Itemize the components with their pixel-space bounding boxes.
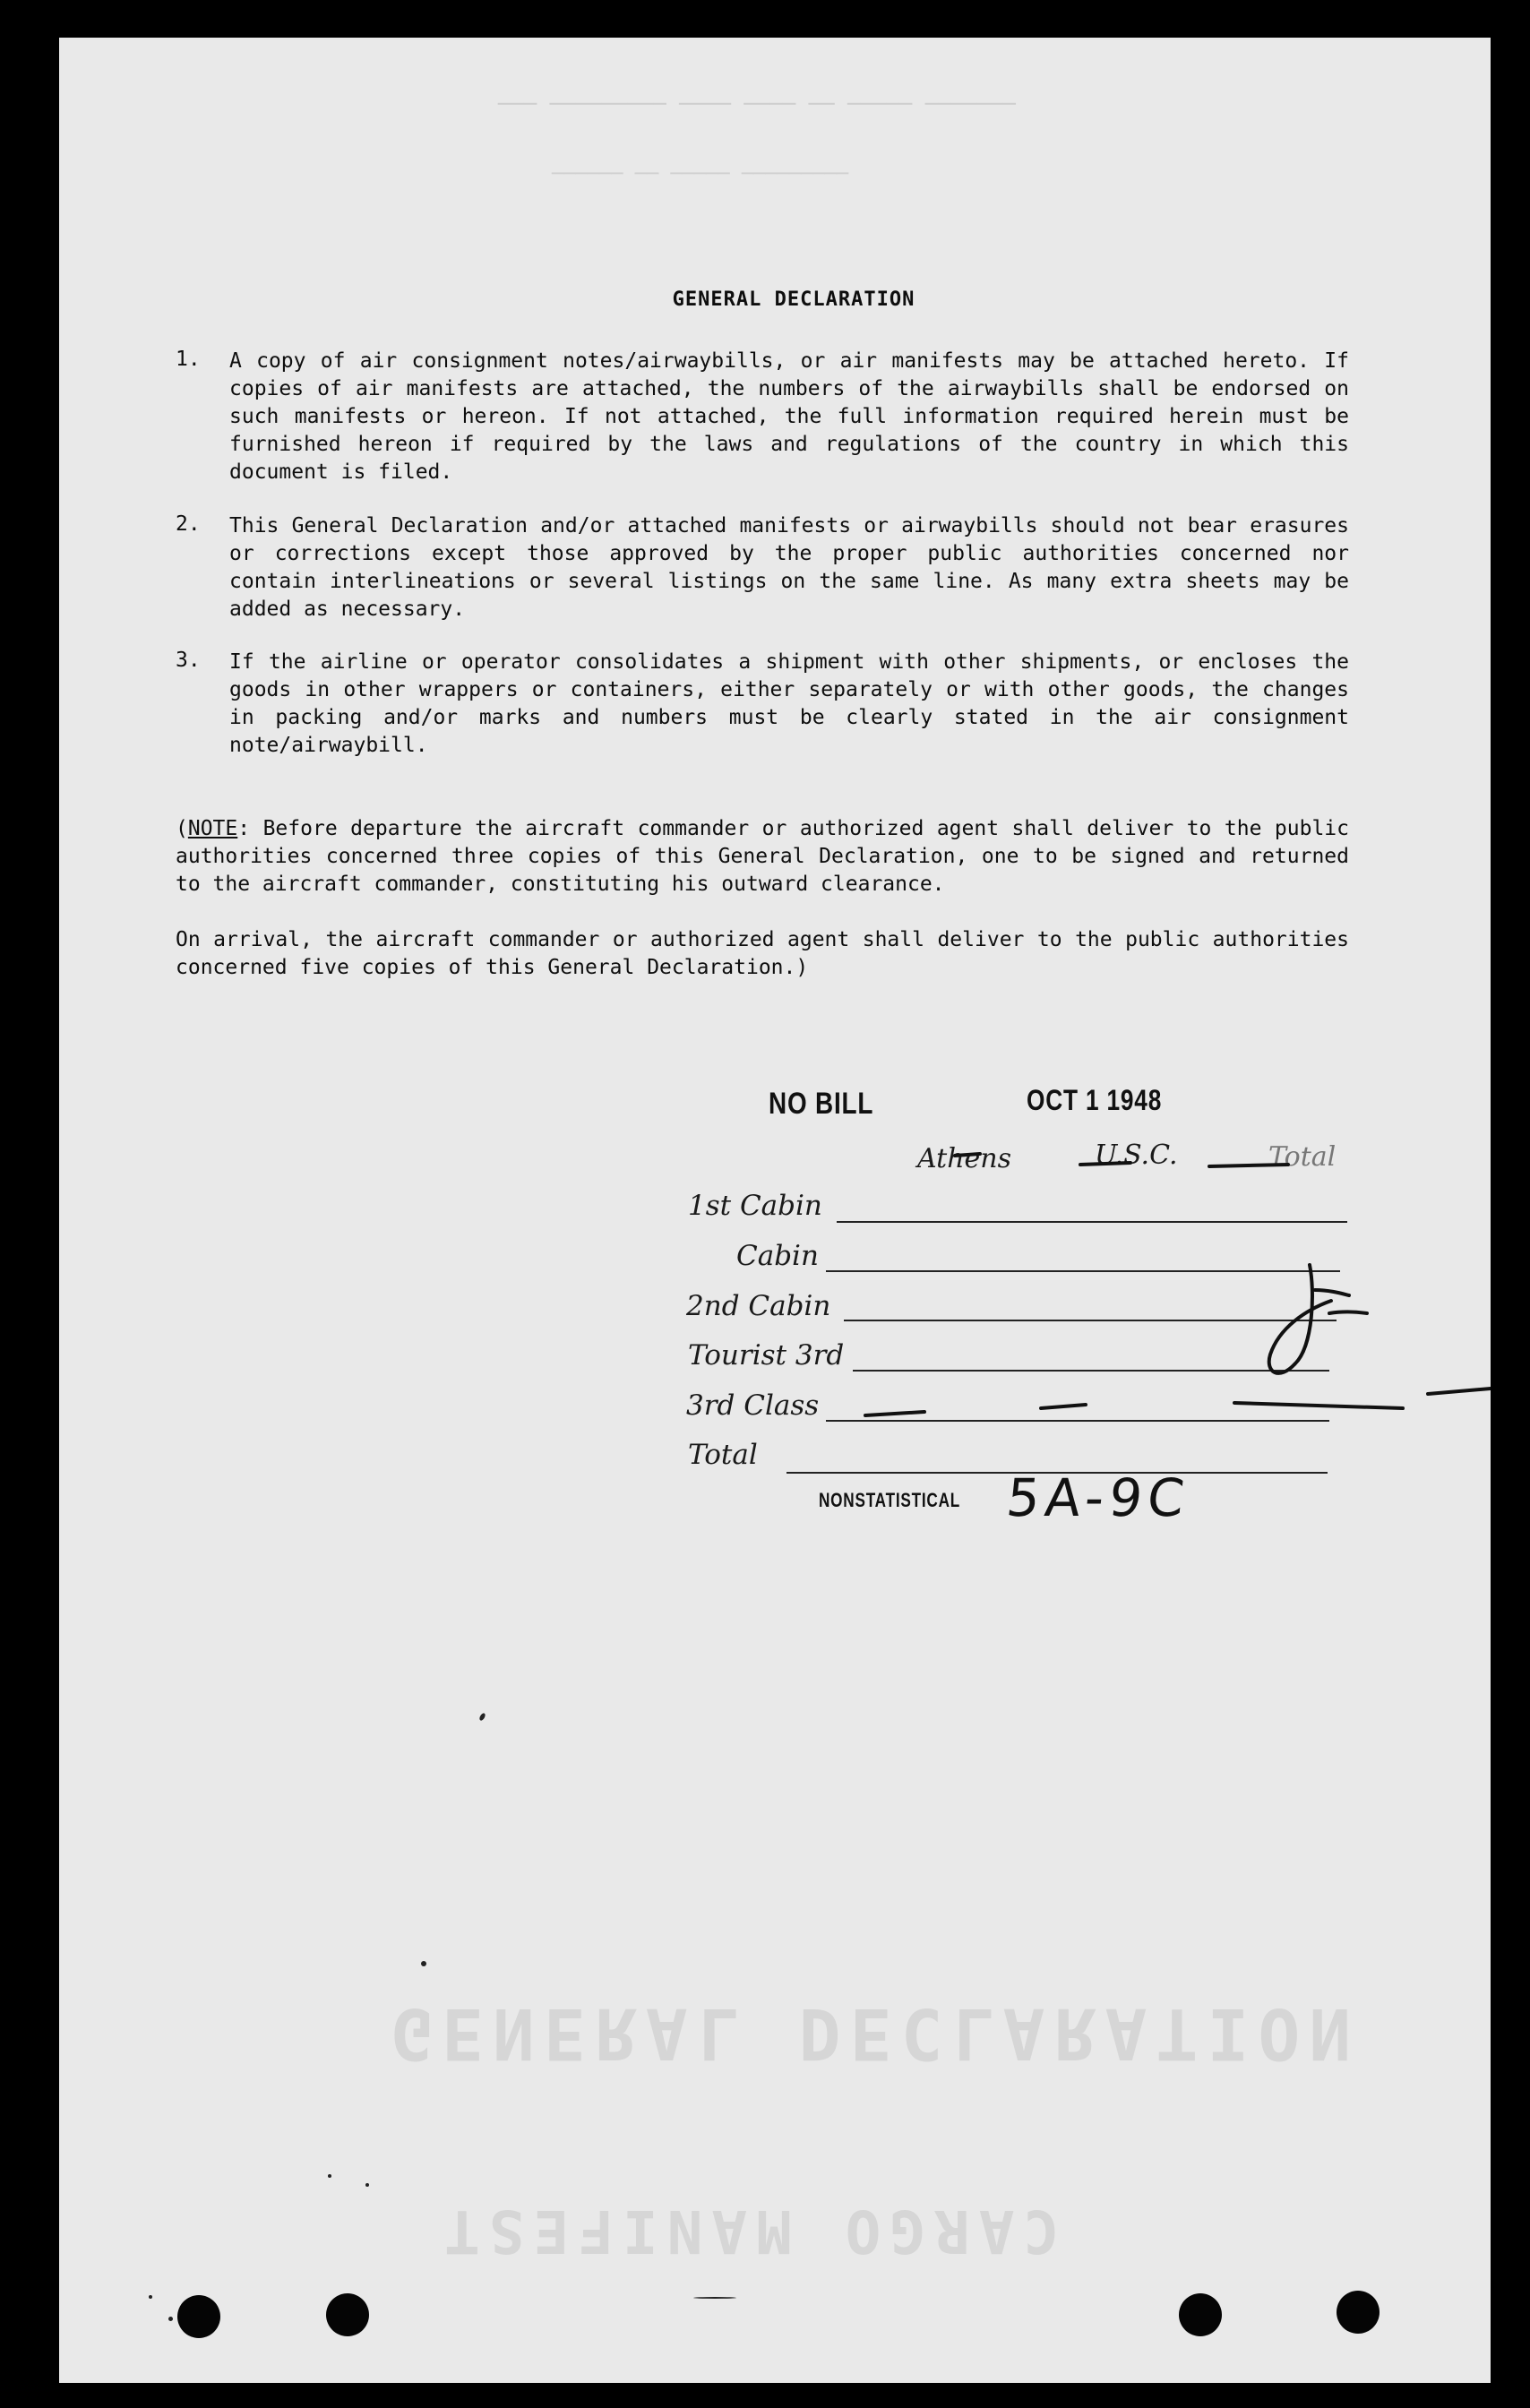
item-text: A copy of air consignment notes/airwaybills, or air manifests may be attached hereto. If copies of air manifests are attached, the numbers of the airwaybills shall be endorsed on such manifests or hereon. If not attached, the full information required herein must be furnished hereon if required by the laws and regulations of the country in which this document is filed. — [229, 349, 1349, 484]
item-number: 1. — [176, 348, 201, 371]
dash-mark — [1428, 1389, 1491, 1394]
arrival-paragraph: On arrival, the aircraft commander or authorized agent shall deliver to the public authorities concerned five copies of this General Declaration.) — [176, 928, 1349, 979]
row-label-2nd-cabin: 2nd Cabin — [686, 1290, 831, 1322]
handwritten-code: 5A-9C — [1003, 1467, 1193, 1528]
dash-mark — [1234, 1403, 1403, 1408]
document-page — [59, 38, 1491, 2383]
punch-hole — [326, 2293, 369, 2336]
row-label-3rd-class: 3rd Class — [686, 1389, 820, 1422]
nonstatistical-stamp: NONSTATISTICAL — [819, 1489, 961, 1511]
bleed-through-heading: GENERAL DECLARATION — [391, 1992, 1361, 2073]
row-label-tourist-3rd: Tourist 3rd — [688, 1339, 845, 1372]
item-number: 2. — [176, 512, 201, 536]
handwritten-marks — [59, 38, 1491, 2383]
bleed-through-text: ─── ───────── ──── ──── ── ───── ─────── — [498, 91, 1016, 116]
item-text: If the airline or operator consolidates a shipment with other shipments, or encloses the goods in other wrappers or containers, either separately or with other goods, the changes in packing and/or marks and numbers must be clearly stated in the air consignment note/airwaybill. — [229, 650, 1349, 757]
item-text: This General Declaration and/or attached manifests or airwaybills should not bear erasures or corrections except those approved by the proper public authorities concerned nor contain interlineations or several listings on the same line. As many extra sheets may be added as necessary. — [229, 514, 1349, 621]
paper-speck — [149, 2295, 152, 2299]
column-header-athens: Athens — [917, 1143, 1011, 1174]
punch-hole — [1179, 2293, 1222, 2336]
row-label-total: Total — [688, 1439, 758, 1471]
column-header-usc: U.S.C. — [1095, 1140, 1178, 1171]
bleed-through-text: ────── ── ───── ───────── — [552, 163, 849, 185]
paper-speck — [328, 2174, 331, 2178]
dash-mark — [1209, 1165, 1288, 1166]
paper-speck — [693, 2297, 736, 2299]
note-text: : Before departure the aircraft commander or authorized agent shall deliver to the public authorities concerned three copies of this General Declaration, one to be signed and returned to the aircraft commander, constituting his outward clearance. — [176, 817, 1349, 896]
paper-speck — [168, 2317, 173, 2321]
initials-signature — [1269, 1265, 1367, 1373]
dash-mark — [1041, 1405, 1086, 1408]
note-label: NOTE — [187, 817, 238, 840]
row-label-cabin: Cabin — [736, 1240, 819, 1272]
no-bill-stamp: NO BILL — [769, 1087, 874, 1121]
row-label-1st-cabin: 1st Cabin — [688, 1190, 822, 1222]
dash-mark — [955, 1154, 980, 1156]
item-number: 3. — [176, 649, 201, 672]
paper-speck — [421, 1961, 426, 1966]
date-stamp: OCT 1 1948 — [1027, 1084, 1163, 1116]
punch-hole — [1337, 2291, 1380, 2334]
page-title: GENERAL DECLARATION — [672, 288, 915, 311]
bleed-through-heading: CARGO MANIFEST — [435, 2197, 1060, 2266]
paper-speck — [365, 2183, 369, 2187]
column-header-total: Total — [1268, 1141, 1337, 1173]
punch-hole — [177, 2295, 220, 2338]
dash-mark — [865, 1412, 924, 1415]
dash-mark — [1080, 1163, 1130, 1165]
note-open-paren: ( — [176, 817, 188, 840]
